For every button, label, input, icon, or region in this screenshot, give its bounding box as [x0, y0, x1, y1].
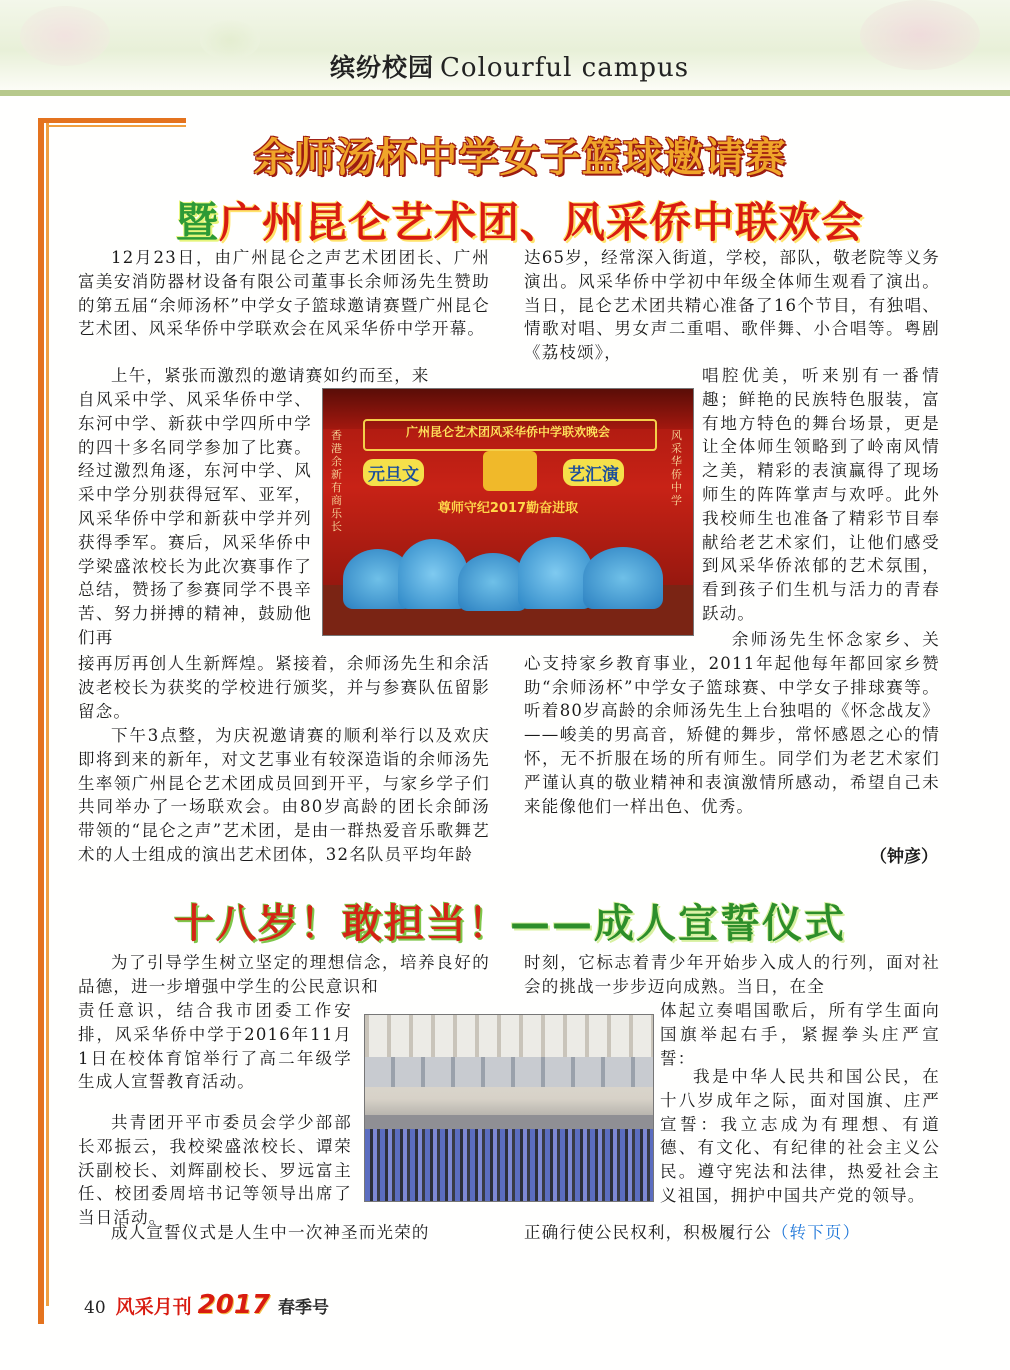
leaf-decoration: [200, 20, 260, 60]
header-rule: [0, 90, 1010, 96]
article1-subtitle-prefix: 暨: [175, 198, 219, 247]
article1-paragraph: 自风采中学、风采华侨中学、东河中学、新荻中学四所中学的四十多名同学参加了比赛。经过激烈角逐，东河中学、风采中学分别获得冠军、亚军，风采华侨中学和新荻中学并列获得季军。赛后，风采华侨中学梁盛浓校长为此次赛事作了总结，赞扬了参赛同学不畏辛苦、努力拼搏的精神，鼓励他们再: [78, 390, 312, 647]
article1-paragraph: 上午，紧张而激烈的邀请赛如约而至，来: [111, 366, 430, 385]
photo-motto: 尊师守纪2017勤奋进取: [437, 501, 579, 516]
issue-season: 春季号: [278, 1298, 330, 1318]
flower-decoration: [20, 6, 110, 66]
photo-side-text: 香港余新有商乐长: [331, 429, 342, 533]
article2-paragraph: 我是中华人民共和国公民，在十八岁成年之际，面对国旗、庄严宣誓：我立志成为有理想、有道德、有文化、有纪律的社会主义公民。遵守宪法和法律，热爱社会主义祖国，拥护中国共产党的领导。: [660, 1067, 940, 1205]
page-frame-line: [46, 118, 49, 1306]
article1-subtitle-text: 广州昆仑艺术团、风采侨中联欢会: [219, 198, 865, 247]
article2-paragraph: 为了引导学生树立坚定的理想信念，培养良好的品德，进一步增强中学生的公民意识和: [78, 953, 490, 996]
article2-paragraph: [524, 1221, 940, 1245]
article1-paragraph: 余师汤先生怀念家乡、关心支持家乡教育事业，2011年起他每年都回家乡赞助“余师汤杯”中学女子篮球赛、中学女子排球赛等。听着80岁高龄的余师汤先生上台独唱的《怀念战友》——峻美的男高音，矫健的舞步，常怀感恩之心的情怀，无不折服在场的所有师生。同学们为老艺术家们严谨认真的敬业精神和表演激情所感动，希望自己未来能像他们一样出色、优秀。: [524, 630, 940, 816]
flower-decoration: [860, 0, 980, 70]
page-frame-line: [38, 118, 186, 123]
article1-paragraph: 12月23日，由广州昆仑之声艺术团团长、广州富美安消防器材设备有限公司董事长余师汤先生赞助的第五届“余师汤杯”中学女子篮球邀请赛暨广州昆仑艺术团、风采华侨中学联欢会在风采华侨中学开幕。: [78, 248, 490, 339]
article2-title: [130, 892, 890, 949]
section-title-en: Colourful campus: [440, 53, 690, 83]
article2-paragraph: 时刻，它标志着青少年开始步入成人的行列，面对社会的挑战一步步迈向成熟。当日，在全: [524, 953, 940, 996]
page-frame-line: [38, 1304, 44, 1324]
gym-stage: [365, 1115, 653, 1129]
article2-last-line: 正确行使公民权利，积极履行公: [524, 1223, 772, 1242]
article1-paragraph: 达65岁，经常深入街道，学校，部队，敬老院等义务演出。风采华侨中学初中年级全体师生观看了演出。当日，昆仑艺术团共精心准备了16个节目，有独唱、情歌对唱、男女声二重唱、歌伴舞、小合唱等。粤剧《荔枝颂》，: [524, 248, 940, 363]
section-title-cn: 缤纷校园: [330, 53, 435, 82]
article2-paragraph: 责任意识，结合我市团委工作安排，风采华侨中学于2016年11月1日在校体育馆举行了高二年级学生成人宣誓教育活动。: [78, 1001, 352, 1092]
article1-subtitle: [140, 190, 900, 250]
page-frame-line: [38, 118, 44, 1306]
stage-emblem: [483, 451, 537, 491]
students-crowd: [365, 1125, 653, 1201]
page-frame-line: [46, 125, 186, 127]
photo-side-text: 风采华侨中学: [671, 429, 682, 507]
article1-title: 余师汤杯中学女子篮球邀请赛: [253, 135, 787, 181]
article2-paragraph: 体起立奏唱国歌后，所有学生面向国旗举起右手，紧握拳头庄严宣誓：: [660, 1001, 940, 1068]
photo-banner-text: 广州昆仑艺术团风采华侨中学联欢晚会: [405, 425, 610, 439]
gym-roof: [365, 1015, 653, 1057]
page-footer: [84, 1290, 329, 1320]
article2-paragraph: 共青团开平市委员会学少部部长邓振云，我校梁盛浓校长、谭荣沃副校长、刘辉副校长、罗远富主任、校团委周培书记等领导出席了当日活动。: [78, 1113, 352, 1228]
article1-paragraph: 唱腔优美，听来别有一番情趣；鲜艳的民族特色服装，富有地方特色的舞台场景，更是让全体师生领略到了岭南风情之美，精彩的表演赢得了现场师生的阵阵掌声与欢呼。此外我校师生也准备了精彩节目奉献给老艺术家们，让他们感受到风采华侨浓郁的艺术氛围，看到孩子们生机与活力的青春跃动。: [702, 366, 940, 623]
section-title: [330, 48, 689, 84]
photo-left-sign: 元旦文: [363, 459, 424, 486]
issue-year: 2017: [197, 1290, 271, 1320]
article1-paragraph: 接再厉再创人生新辉煌。紧接着，余师汤先生和余活波老校长为获奖的学校进行颁奖，并与参赛队伍留影留念。: [78, 654, 490, 721]
gym-windows: [365, 1057, 653, 1087]
article1-byline: （钟彦）: [870, 847, 938, 867]
magazine-name: 风采月刊: [115, 1296, 192, 1318]
article2-title-sub: ——成人宣誓仪式: [510, 901, 846, 947]
page-number: 40: [84, 1298, 106, 1318]
dancers: [343, 529, 673, 619]
ceremony-photo: [364, 1014, 654, 1202]
performance-photo: [322, 388, 694, 636]
article1-paragraph: 下午3点整，为庆祝邀请赛的顺利举行以及欢庆即将到来的新年，对文艺事业有较深造诣的余师汤先生率领广州昆仑艺术团成员回到开平，与家乡学子们共同举办了一场联欢会。由80岁高龄的团长余師汤带领的“昆仑之声”艺术团，是由一群热爱音乐歌舞艺术的人士组成的演出艺术团体，32名队员平均年龄: [78, 726, 490, 864]
article2-title-main: 十八岁！敢担当！: [174, 901, 510, 947]
continued-label: （转下页）: [771, 1223, 861, 1242]
photo-right-sign: 艺汇演: [563, 459, 624, 486]
article2-paragraph: 成人宣誓仪式是人生中一次神圣而光荣的: [111, 1223, 430, 1242]
